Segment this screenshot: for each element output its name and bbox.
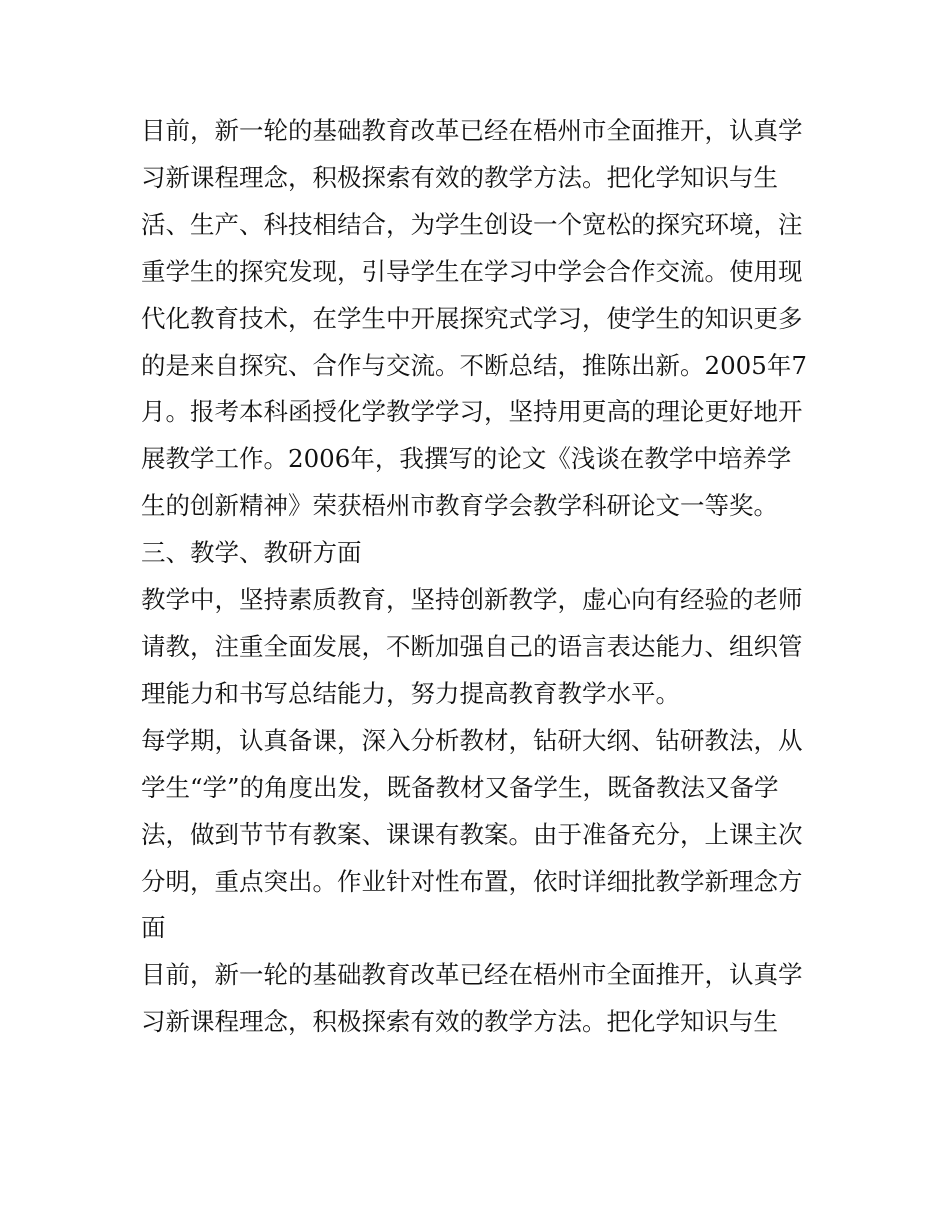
- section-heading-teaching-research: 三、教学、教研方面: [141, 538, 362, 568]
- paragraph-quality-education: 教学中，坚持素质教育，坚持创新教学，虚心向有经验的老师请教，注重全面发展，不断加强自己的语言表达能力、组织管理能力和书写总结能力，努力提高教育教学水平。: [141, 585, 803, 708]
- document-body: [141, 108, 813, 1046]
- paragraph-curriculum-reform-repeat: 目前，新一轮的基础教育改革已经在梧州市全面推开，认真学习新课程理念，积极探索有效的教学方法。把化学知识与生: [141, 960, 803, 1037]
- paragraph-lesson-preparation: 每学期，认真备课，深入分析教材，钻研大纲、钻研教法，从学生“学”的角度出发，既备教材又备学生，既备教法又备学法，做到节节有教案、课课有教案。由于准备充分，上课主次分明，重点突出。作业针对性布置，依时详细批教学新理念方面: [141, 725, 803, 943]
- paragraph-curriculum-reform: 目前，新一轮的基础教育改革已经在梧州市全面推开，认真学习新课程理念，积极探索有效的教学方法。把化学知识与生活、生产、科技相结合，为学生创设一个宽松的探究环境，注重学生的探究发现，引导学生在学习中学会合作交流。使用现代化教育技术，在学生中开展探究式学习，使学生的知识更多的是来自探究、合作与交流。不断总结，推陈出新。2005年7月。报考本科函授化学教学学习，坚持用更高的理论更好地开展教学工作。2006年，我撰写的论文《浅谈在教学中培养学生的创新精神》荣获梧州市教育学会教学科研论文一等奖。: [141, 116, 807, 521]
